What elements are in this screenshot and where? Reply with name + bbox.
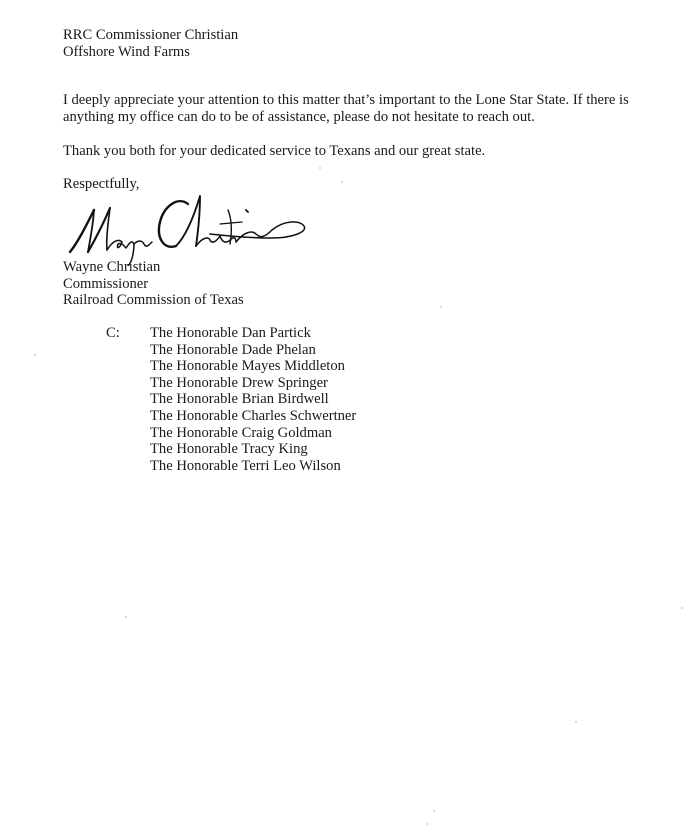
body-paragraph-1: I deeply appreciate your attention to this matter that’s important to the Lone Star State. If there is anything my office can do to be of assistance, please do not hesitate to reach out. bbox=[63, 92, 629, 125]
cc-recipient: The Honorable Craig Goldman bbox=[150, 424, 332, 441]
scan-speck bbox=[319, 167, 321, 169]
cc-label: C: bbox=[106, 325, 120, 341]
signer-organization: Railroad Commission of Texas bbox=[63, 292, 244, 309]
cc-recipient: The Honorable Dade Phelan bbox=[150, 341, 316, 358]
cc-list bbox=[150, 325, 356, 474]
signer-block bbox=[63, 259, 463, 309]
cc-recipient: The Honorable Brian Birdwell bbox=[150, 391, 329, 408]
scan-speck bbox=[440, 306, 442, 308]
cc-recipient: The Honorable Charles Schwertner bbox=[150, 407, 357, 424]
scan-speck bbox=[433, 810, 435, 812]
scan-speck bbox=[681, 607, 683, 609]
scan-speck bbox=[34, 354, 36, 356]
subject-line: Offshore Wind Farms bbox=[63, 43, 190, 60]
cc-recipient: The Honorable Dan Partick bbox=[150, 325, 311, 341]
cc-recipient: The Honorable Mayes Middleton bbox=[150, 358, 345, 375]
body-paragraph-2: Thank you both for your dedicated service to Texans and our great state. bbox=[63, 143, 486, 159]
signer-name: Wayne Christian bbox=[63, 259, 161, 275]
closing-salutation: Respectfully, bbox=[63, 176, 140, 192]
signer-title: Commissioner bbox=[63, 275, 149, 292]
cc-recipient: The Honorable Drew Springer bbox=[150, 374, 328, 391]
recipient-line: RRC Commissioner Christian bbox=[63, 27, 239, 43]
scan-speck bbox=[426, 823, 428, 825]
cc-recipient: The Honorable Terri Leo Wilson bbox=[150, 457, 341, 474]
handwritten-signature bbox=[60, 186, 310, 266]
scan-speck bbox=[575, 721, 577, 723]
letter-header bbox=[63, 27, 663, 60]
scan-speck bbox=[125, 616, 127, 618]
scan-speck bbox=[341, 181, 343, 183]
cc-recipient: The Honorable Tracy King bbox=[150, 441, 308, 458]
